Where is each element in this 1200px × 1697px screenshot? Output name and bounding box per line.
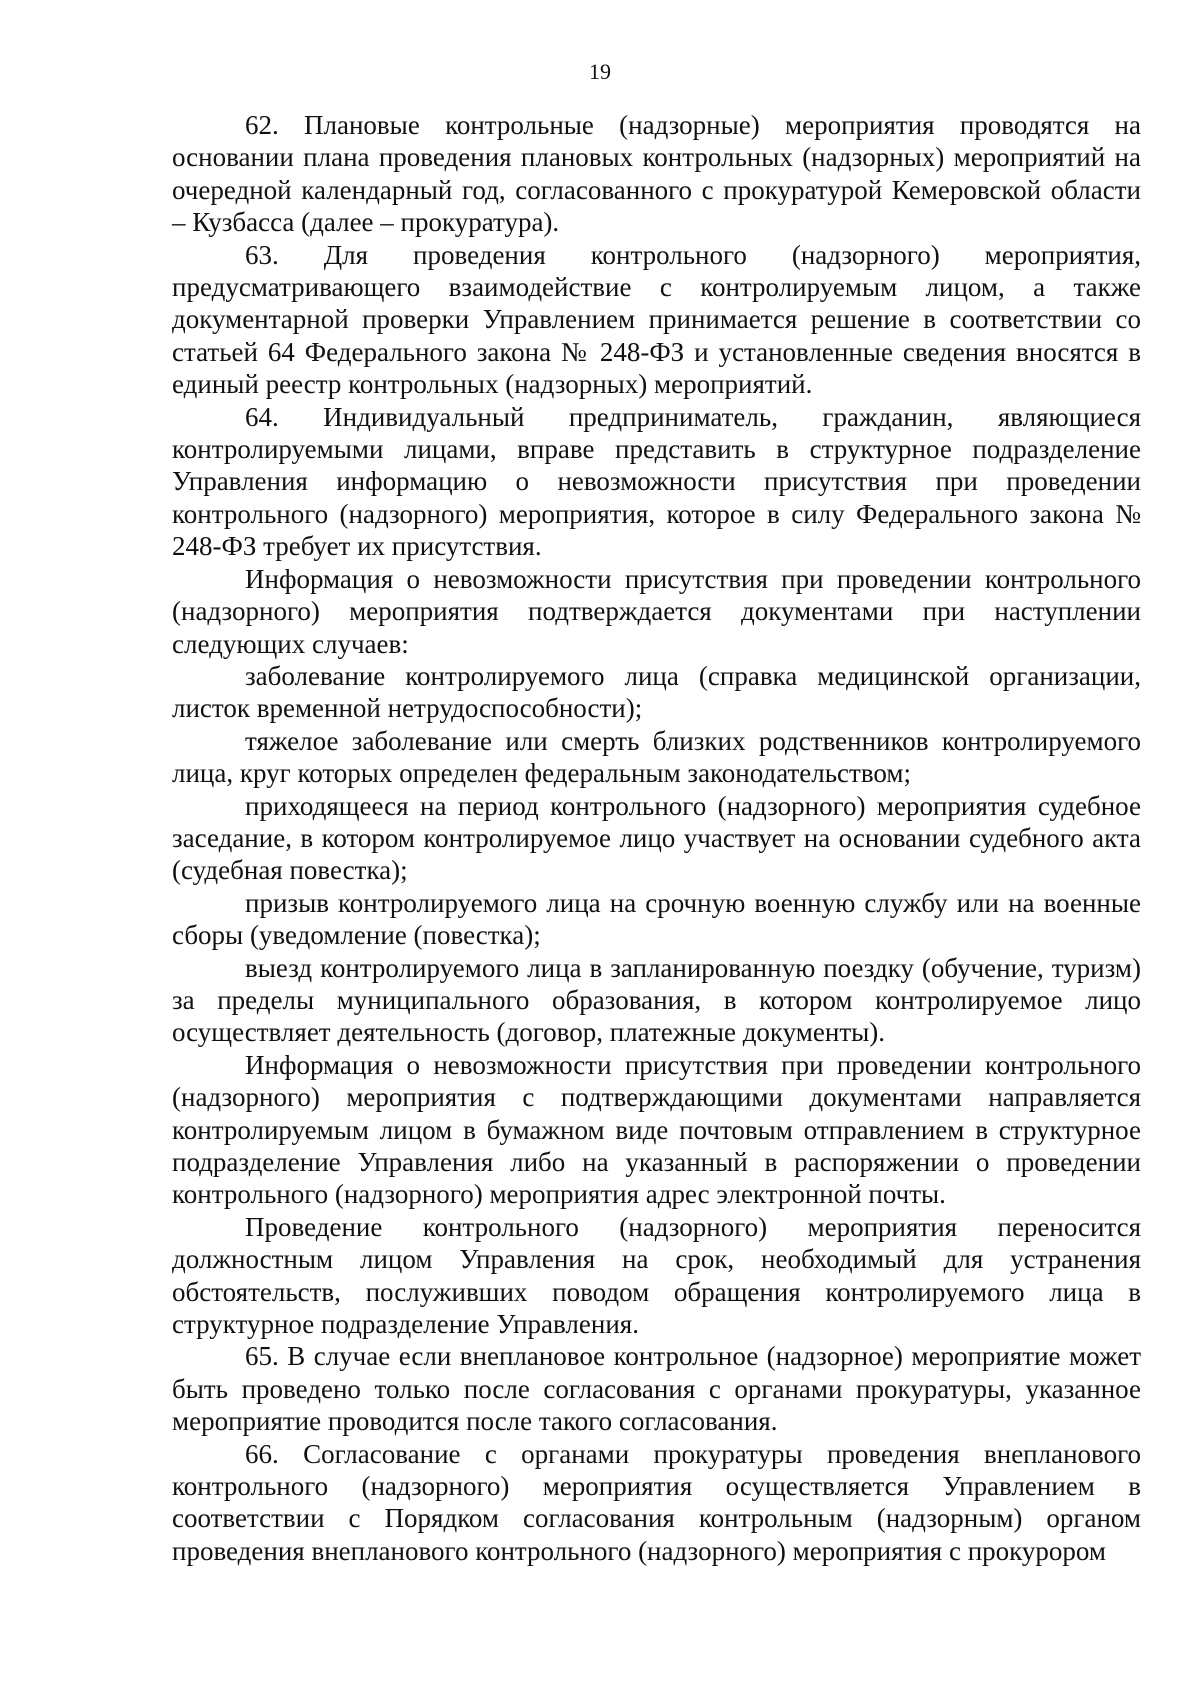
page-number: 19	[589, 59, 611, 84]
paragraph-postponement: Проведение контрольного (надзорного) мероприятия переносится должностным лицом Управления на срок, необходимый для устранения обстоятельств, послуживших поводом обращения контролируемого лица в структурное подразделение Управления.	[172, 1211, 1141, 1340]
paragraph-case-illness: заболевание контролируемого лица (справка медицинской организации, листок временной нетрудоспособности);	[172, 660, 1141, 724]
document-body	[172, 109, 1141, 1567]
paragraph-case-military: призыв контролируемого лица на срочную военную службу или на военные сборы (уведомление (повестка);	[172, 887, 1141, 951]
paragraph-absence-info: Информация о невозможности присутствия при проведении контрольного (надзорного) мероприятия подтверждается документами при наступлении следующих случаев:	[172, 563, 1141, 659]
paragraph-66: 66. Согласование с органами прокуратуры проведения внепланового контрольного (надзорного) мероприятия осуществляется Управлением в соответствии с Порядком согласования контрольным (надзорным) органом проведения внепланового контрольного (надзорного) мероприятия с прокурором	[172, 1438, 1141, 1566]
paragraph-62: 62. Плановые контрольные (надзорные) мероприятия проводятся на основании плана проведения плановых контрольных (надзорных) мероприятий на очередной календарный год, согласованного с прокуратурой Кемеровской области – Кузбасса (далее – прокуратура).	[172, 110, 1141, 238]
paragraph-65: 65. В случае если внеплановое контрольное (надзорное) мероприятие может быть проведено только после согласования с органами прокуратуры, указанное мероприятие проводится после такого согласования.	[172, 1341, 1141, 1437]
paragraph-case-court: приходящееся на период контрольного (надзорного) мероприятия судебное заседание, в котором контролируемое лицо участвует на основании судебного акта (судебная повестка);	[172, 790, 1141, 886]
paragraph-case-relatives: тяжелое заболевание или смерть близких родственников контролируемого лица, круг которых определен федеральным законодательством;	[172, 725, 1141, 789]
paragraph-63: 63. Для проведения контрольного (надзорного) мероприятия, предусматривающего взаимодействие с контролируемым лицом, а также документарной проверки Управлением принимается решение в соответствии со статьей 64 Федерального закона № 248-ФЗ и установленные сведения вносятся в единый реестр контрольных (надзорных) мероприятий.	[172, 239, 1141, 400]
paragraph-64: 64. Индивидуальный предприниматель, гражданин, являющиеся контролируемыми лицами, вправе представить в структурное подразделение Управления информацию о невозможности присутствия при проведении контрольного (надзорного) мероприятия, которое в силу Федерального закона № 248-ФЗ требует их присутствия.	[172, 401, 1141, 562]
paragraph-case-travel: выезд контролируемого лица в запланированную поездку (обучение, туризм) за пределы муниципального образования, в котором контролируемое лицо осуществляет деятельность (договор, платежные документы).	[172, 952, 1141, 1048]
paragraph-absence-submission: Информация о невозможности присутствия при проведении контрольного (надзорного) мероприятия с подтверждающими документами направляется контролируемым лицом в бумажном виде почтовым отправлением в структурное подразделение Управления либо на указанный в распоряжении о проведении контрольного (надзорного) мероприятия адрес электронной почты.	[172, 1049, 1141, 1210]
